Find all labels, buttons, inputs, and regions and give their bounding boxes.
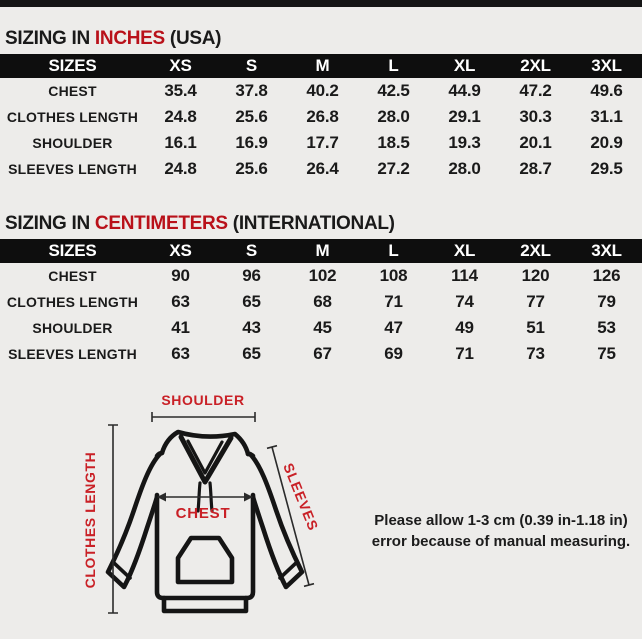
size-value: 47	[384, 318, 403, 337]
size-value: 16.9	[235, 133, 268, 152]
hood-outline	[162, 432, 248, 454]
column-header-size: 3XL	[591, 56, 622, 75]
size-value: 51	[526, 318, 545, 337]
row-label: SLEEVES LENGTH	[8, 346, 137, 362]
size-table-inches	[0, 54, 642, 182]
size-value: 79	[597, 292, 616, 311]
size-value: 65	[242, 344, 261, 363]
note-line-1: Please allow 1-3 cm (0.39 in-1.18 in)	[374, 512, 628, 529]
size-value: 77	[526, 292, 545, 311]
row-label: CHEST	[48, 268, 97, 284]
row-label: SLEEVES LENGTH	[8, 161, 137, 177]
row-label: SHOULDER	[32, 320, 113, 336]
size-value: 45	[313, 318, 332, 337]
size-value: 41	[171, 318, 190, 337]
size-value: 90	[171, 266, 190, 285]
size-value: 19.3	[448, 133, 481, 152]
size-value: 53	[597, 318, 616, 337]
size-value: 18.5	[377, 133, 410, 152]
size-value: 69	[384, 344, 403, 363]
column-header-size: XL	[453, 56, 476, 75]
pocket-outline	[178, 538, 232, 582]
diagram-label-clothes-length: CLOTHES LENGTH	[82, 451, 98, 589]
size-value: 102	[308, 266, 337, 285]
diagram-label-chest: CHEST	[175, 505, 231, 522]
size-value: 35.4	[164, 81, 197, 100]
row-label: SHOULDER	[32, 135, 113, 151]
table-row	[0, 289, 642, 315]
shoulder-measure-line	[152, 412, 255, 422]
table-header-row	[0, 239, 642, 263]
column-header-size: L	[388, 241, 399, 260]
size-value: 29.1	[448, 107, 481, 126]
size-value: 49	[455, 318, 474, 337]
row-label: CLOTHES LENGTH	[6, 294, 139, 310]
size-value: 63	[171, 292, 190, 311]
column-header-size: XL	[453, 241, 476, 260]
size-value: 43	[242, 318, 261, 337]
size-value: 63	[171, 344, 190, 363]
column-header-size: S	[245, 241, 258, 260]
column-header-size: M	[315, 56, 330, 75]
table-row	[0, 341, 642, 367]
size-value: 68	[313, 292, 332, 311]
size-value: 73	[526, 344, 545, 363]
title-unit: CENTIMETERS	[94, 213, 228, 234]
size-value: 37.8	[235, 81, 268, 100]
top-divider-bar	[0, 0, 642, 7]
size-value: 28.0	[377, 107, 410, 126]
note-line-2: error because of manual measuring.	[371, 533, 631, 550]
size-value: 16.1	[164, 133, 197, 152]
size-value: 120	[521, 266, 550, 285]
column-header-size: M	[315, 241, 330, 260]
size-table-centimeters	[0, 239, 642, 367]
title-prefix: SIZING IN	[5, 213, 90, 234]
column-header-size: 2XL	[520, 56, 551, 75]
size-value: 75	[597, 344, 616, 363]
size-value: 25.6	[235, 159, 268, 178]
size-value: 24.8	[164, 107, 197, 126]
size-value: 29.5	[590, 159, 623, 178]
size-value: 17.7	[306, 133, 339, 152]
size-value: 27.2	[377, 159, 410, 178]
section-title-centimeters	[5, 212, 642, 236]
size-value: 20.9	[590, 133, 623, 152]
table-row	[0, 78, 642, 104]
size-value: 24.8	[164, 159, 197, 178]
table-body	[0, 263, 642, 367]
table-row	[0, 156, 642, 182]
clothes-length-measure-line	[108, 425, 118, 613]
right-cuff-line	[280, 563, 296, 578]
diagram-label-sleeves: SLEEVES	[280, 460, 322, 534]
size-value: 25.6	[235, 107, 268, 126]
size-value: 114	[451, 266, 478, 285]
table-body	[0, 78, 642, 182]
size-value: 28.7	[519, 159, 552, 178]
column-header-size: L	[388, 56, 399, 75]
table-row	[0, 104, 642, 130]
column-header-size: 2XL	[520, 241, 551, 260]
size-value: 28.0	[448, 159, 481, 178]
size-value: 26.8	[306, 107, 339, 126]
left-cuff-line	[114, 563, 130, 578]
title-suffix: (INTERNATIONAL)	[232, 213, 395, 234]
section-title-inches	[5, 27, 642, 51]
column-header-size: XS	[169, 56, 192, 75]
column-header-size: S	[245, 56, 258, 75]
column-header-sizes: SIZES	[48, 241, 97, 260]
size-value: 42.5	[377, 81, 410, 100]
diagram-label-shoulder: SHOULDER	[161, 392, 245, 408]
size-value: 96	[242, 266, 261, 285]
size-value: 71	[455, 344, 474, 363]
column-header-sizes: SIZES	[48, 56, 97, 75]
size-value: 74	[455, 292, 474, 311]
size-value: 26.4	[306, 159, 339, 178]
size-value: 67	[313, 344, 332, 363]
row-label: CHEST	[48, 83, 97, 99]
size-value: 20.1	[519, 133, 552, 152]
column-header-size: 3XL	[591, 241, 622, 260]
table-row	[0, 263, 642, 289]
measurement-diagram-section	[0, 380, 642, 639]
size-value: 65	[242, 292, 261, 311]
row-label: CLOTHES LENGTH	[6, 109, 139, 125]
column-header-size: XS	[169, 241, 192, 260]
title-unit: INCHES	[94, 28, 165, 49]
size-value: 47.2	[519, 81, 552, 100]
size-value: 126	[592, 266, 621, 285]
title-prefix: SIZING IN	[5, 28, 90, 49]
table-row	[0, 130, 642, 156]
title-suffix: (USA)	[169, 28, 222, 49]
size-value: 44.9	[448, 81, 481, 100]
table-header-row	[0, 54, 642, 78]
size-value: 30.3	[519, 107, 552, 126]
size-value: 31.1	[590, 107, 623, 126]
size-value: 40.2	[306, 81, 339, 100]
size-value: 49.6	[590, 81, 623, 100]
size-value: 108	[379, 266, 408, 285]
measuring-error-note	[366, 510, 636, 552]
table-row	[0, 315, 642, 341]
size-value: 71	[384, 292, 403, 311]
